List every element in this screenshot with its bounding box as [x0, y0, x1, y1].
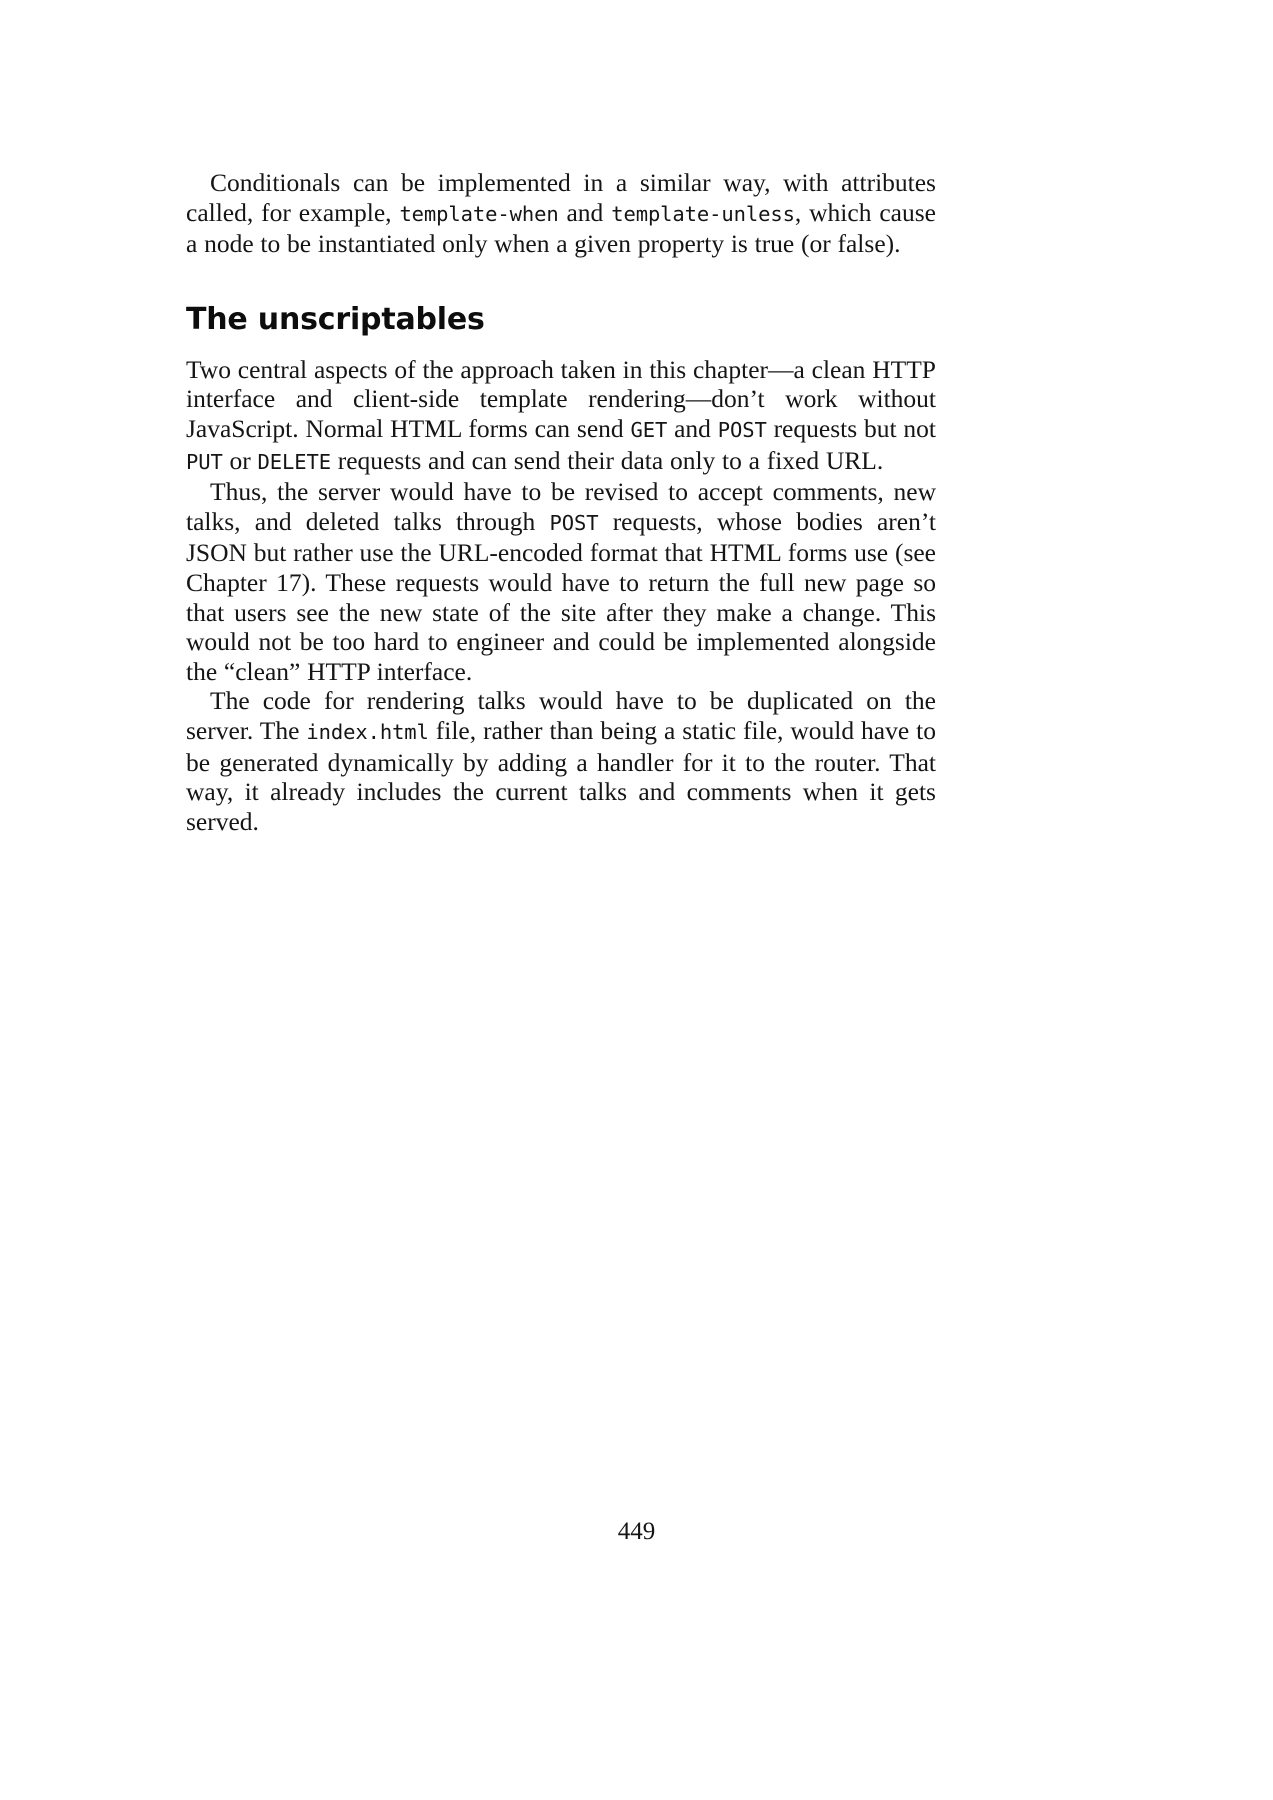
code-template-unless: template-unless	[611, 201, 795, 226]
code-template-when: template-when	[399, 201, 559, 226]
paragraph-aspects-text-2: and	[667, 413, 718, 443]
paragraph-rendering-text-2: file, rather than being a static file, would have to be generated dynamically by adding a handler for it to the router. That way, it already includes the current talks and comments when it gets served.	[186, 715, 936, 836]
paragraph-two-central-aspects	[186, 355, 936, 477]
code-delete: DELETE	[257, 449, 331, 474]
paragraph-conditionals-text-3: , which cause a node to be instantiated only when a given property is true (or false).	[186, 197, 936, 259]
paragraph-conditionals-text-1: Conditionals can be implemented in a similar way, with attributes called, for example,	[186, 168, 936, 227]
spacer-after-heading	[186, 337, 936, 355]
paragraph-aspects-text-5: requests and can send their data only to a fixed URL.	[330, 445, 884, 475]
code-post: POST	[717, 417, 767, 442]
paragraph-conditionals	[186, 168, 936, 259]
paragraph-aspects-text-3: requests but not	[766, 413, 936, 443]
paragraph-thus-the-server	[186, 477, 936, 686]
paragraph-conditionals-text-2: and	[558, 197, 612, 227]
paragraph-rendering-text-1: The code for rendering talks would have to be duplicated on the server. The	[186, 686, 936, 745]
paragraph-aspects-text-1: Two central aspects of the approach taken in this chapter—a clean HTTP interface and client-side template rendering—don’t work without JavaScript. Normal HTML forms can send	[186, 354, 936, 443]
paragraph-aspects-text-4: or	[222, 445, 258, 475]
paragraph-code-for-rendering	[186, 686, 936, 836]
code-post-2: POST	[549, 510, 599, 535]
section-heading-unscriptables: The unscriptables	[186, 301, 485, 337]
spacer-before-heading	[186, 259, 936, 303]
paragraph-thus-text-1: Thus, the server would have to be revised to accept comments, new talks, and deleted talks through	[186, 477, 936, 536]
code-get: GET	[630, 417, 668, 442]
code-index-html: index.html	[306, 719, 429, 744]
code-put: PUT	[186, 449, 223, 474]
page-number: 449	[617, 1518, 656, 1545]
page-text-block	[186, 168, 936, 836]
paragraph-thus-text-2: requests, whose bodies aren’t JSON but rather use the URL-encoded format that HTML forms use (see Chapter 17). These requests would have to return the full new page so that users see the new state of the site after they make a change. This would not be too hard to engineer and could be implemented alongside the “clean” HTTP interface.	[186, 506, 936, 686]
